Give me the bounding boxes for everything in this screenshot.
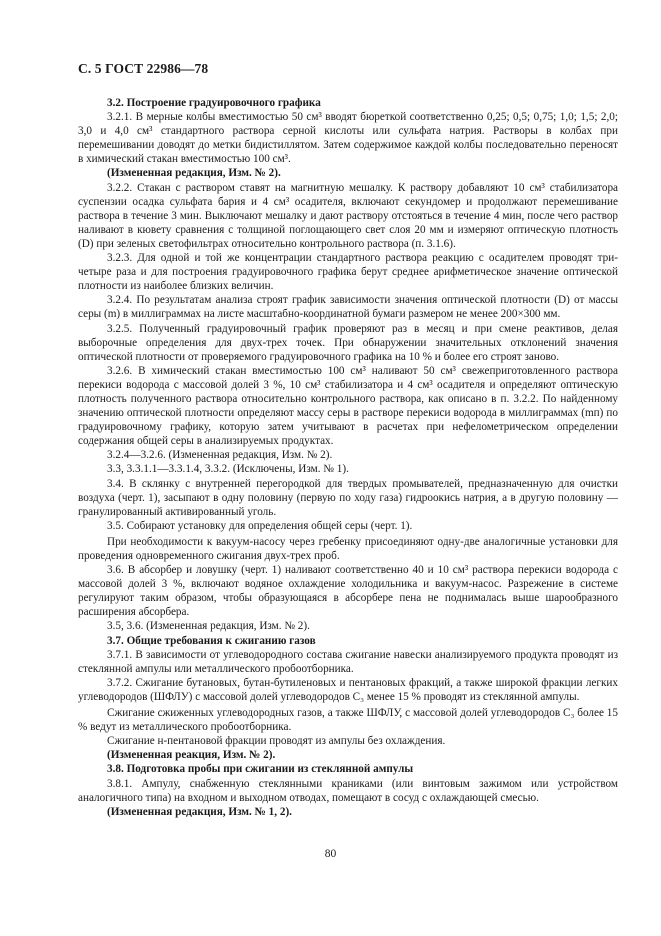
document-body — [78, 96, 618, 819]
paragraph: 3.2.4. По результатам анализа строят график зависимости значения оптической плотности (D) от массы серы (m) в миллиграммах на листе масштабно-координатной бумаги размером не менее 200×300 мм. — [78, 294, 618, 321]
paragraph: 3.2.6. В химический стакан вместимостью 100 см³ наливают 50 см³ свежеприготовленного раствора перекиси водорода с массовой долей 3 %, 10 см³ стабилизатора и 4 см³ осадителя и определяют оптическую плотность полученного раствора относительно контрольного раствора, как описано в п. 3.2.2. По найденному значению оптической плотности определяют массу серы в растворе перекиси водорода в миллиграммах (mп) по градуировочному графику, которую затем учитывают в расчетах при нефелометрическом определении содержания общей серы в анализируемых продуктах. — [78, 364, 618, 448]
section-heading: 3.7. Общие требования к сжиганию газов — [107, 634, 316, 647]
paragraph: 3.2.3. Для одной и той же концентрации стандартного раствора реакцию с осадителем проводят три-четыре раза и для построения градуировочного графика берут среднее арифметическое значение оптической плотности из наиболее близких величин. — [78, 252, 618, 293]
paragraph: Сжигание н-пентановой фракции проводят из ампулы без охлаждения. — [107, 735, 446, 748]
section-heading: 3.8. Подготовка пробы при сжигании из стеклянной ампулы — [107, 763, 414, 776]
paragraph: 3.6. В абсорбер и ловушку (черт. 1) наливают соответственно 40 и 10 см³ раствора перекиси водорода с массовой долей 3 %, включают водяное охлаждение холодильника и вакуум-насос. Разрежение в системе регулируют таким образом, чтобы образующаяся в абсорбере пена не поднималась выше шарообразного расширения абсорбера. — [78, 564, 618, 619]
amendment-note: (Измененная реакция, Изм. № 2). — [107, 749, 276, 762]
amendment-note: 3.5, 3.6. (Измененная редакция, Изм. № 2). — [107, 620, 310, 633]
amendment-note: (Измененная редакция, Изм. № 1, 2). — [107, 805, 292, 818]
amendment-note: 3.2.4—3.2.6. (Измененная редакция, Изм. № 2). — [107, 449, 333, 462]
paragraph: Сжигание сжиженных углеводородных газов, а также ШФЛУ, с массовой долей углеводородов C₃ более 15 % ведут из металлического пробоотборника. — [78, 707, 618, 734]
paragraph: 3.2.2. Стакан с раствором ставят на магнитную мешалку. К раствору добавляют 10 см³ стабилизатора суспензии осадка сульфата бария и 4 см³ осадителя, включают секундомер и продолжают перемешивание раствора в течение 3 мин. Выключают мешалку и дают раствору отстояться в течение 4 мин, после чего раствор наливают в кювету сравнения с толщиной поглощающего свет слоя 20 мм и измеряют оптическую плотность (D) при зеленых светофильтрах относительно контрольного раствора (п. 3.1.6). — [78, 181, 618, 250]
paragraph: 3.8.1. Ампулу, снабженную стеклянными краниками (или винтовым зажимом или устройством аналогичного типа) на входном и выходном отводах, помещают в сосуд с охлаждающей смесью. — [78, 777, 618, 804]
paragraph: 3.4. В склянку с внутренней перегородкой для твердых промывателей, предназначенную для очистки воздуха (черт. 1), засыпают в одну половину (первую по ходу газа) гидроокись натрия, а в другую половину — гранулированный активированный уголь. — [78, 477, 618, 518]
paragraph: 3.2.5. Полученный градуировочный график проверяют раз в месяц и при смене реактивов, делая выборочные определения для двух-трех точек. При обнаружении значительных отклонений значения оптической плотности от проверяемого градуировочного графика на 10 % и более его строят заново. — [78, 322, 618, 363]
page-header: С. 5 ГОСТ 22986—78 — [78, 61, 209, 76]
paragraph: 3.7.1. В зависимости от углеводородного состава сжигание навески анализируемого продукта проводят из стеклянной ампулы или металлического пробоотборника. — [78, 648, 618, 675]
section-heading: 3.2. Построение градуировочного графика — [107, 97, 321, 109]
paragraph: 3.5. Собирают установку для определения общей серы (черт. 1). — [107, 519, 413, 532]
amendment-note: (Измененная редакция, Изм. № 2). — [107, 167, 281, 180]
paragraph: 3.7.2. Сжигание бутановых, бутан-бутиленовых и пентановых фракций, а также широкой фракции легких углеводородов (ШФЛУ) с массовой долей углеводородов C₃ менее 15 % проводят из стеклянной ампулы. — [78, 676, 618, 703]
paragraph: 3.2.1. В мерные колбы вместимостью 50 см³ вводят бюреткой соответственно 0,25; 0,5; 0,75; 1,0; 1,5; 2,0; 3,0 и 4,0 см³ стандартного раствора серной кислоты или сульфата натрия. Растворы в колбах при перемешивании доводят до метки бидистиллятом. Затем содержимое каждой колбы последовательно переносят в химический стакан вместимостью 100 см³. — [78, 111, 618, 166]
paragraph: При необходимости к вакуум-насосу через гребенку присоединяют одну-две аналогичные установки для проведения одновременного сжигания двух-трех проб. — [78, 535, 618, 562]
amendment-note: 3.3, 3.3.1.1—3.3.1.4, 3.3.2. (Исключены, Изм. № 1). — [107, 463, 349, 476]
page-number: 80 — [324, 848, 337, 860]
